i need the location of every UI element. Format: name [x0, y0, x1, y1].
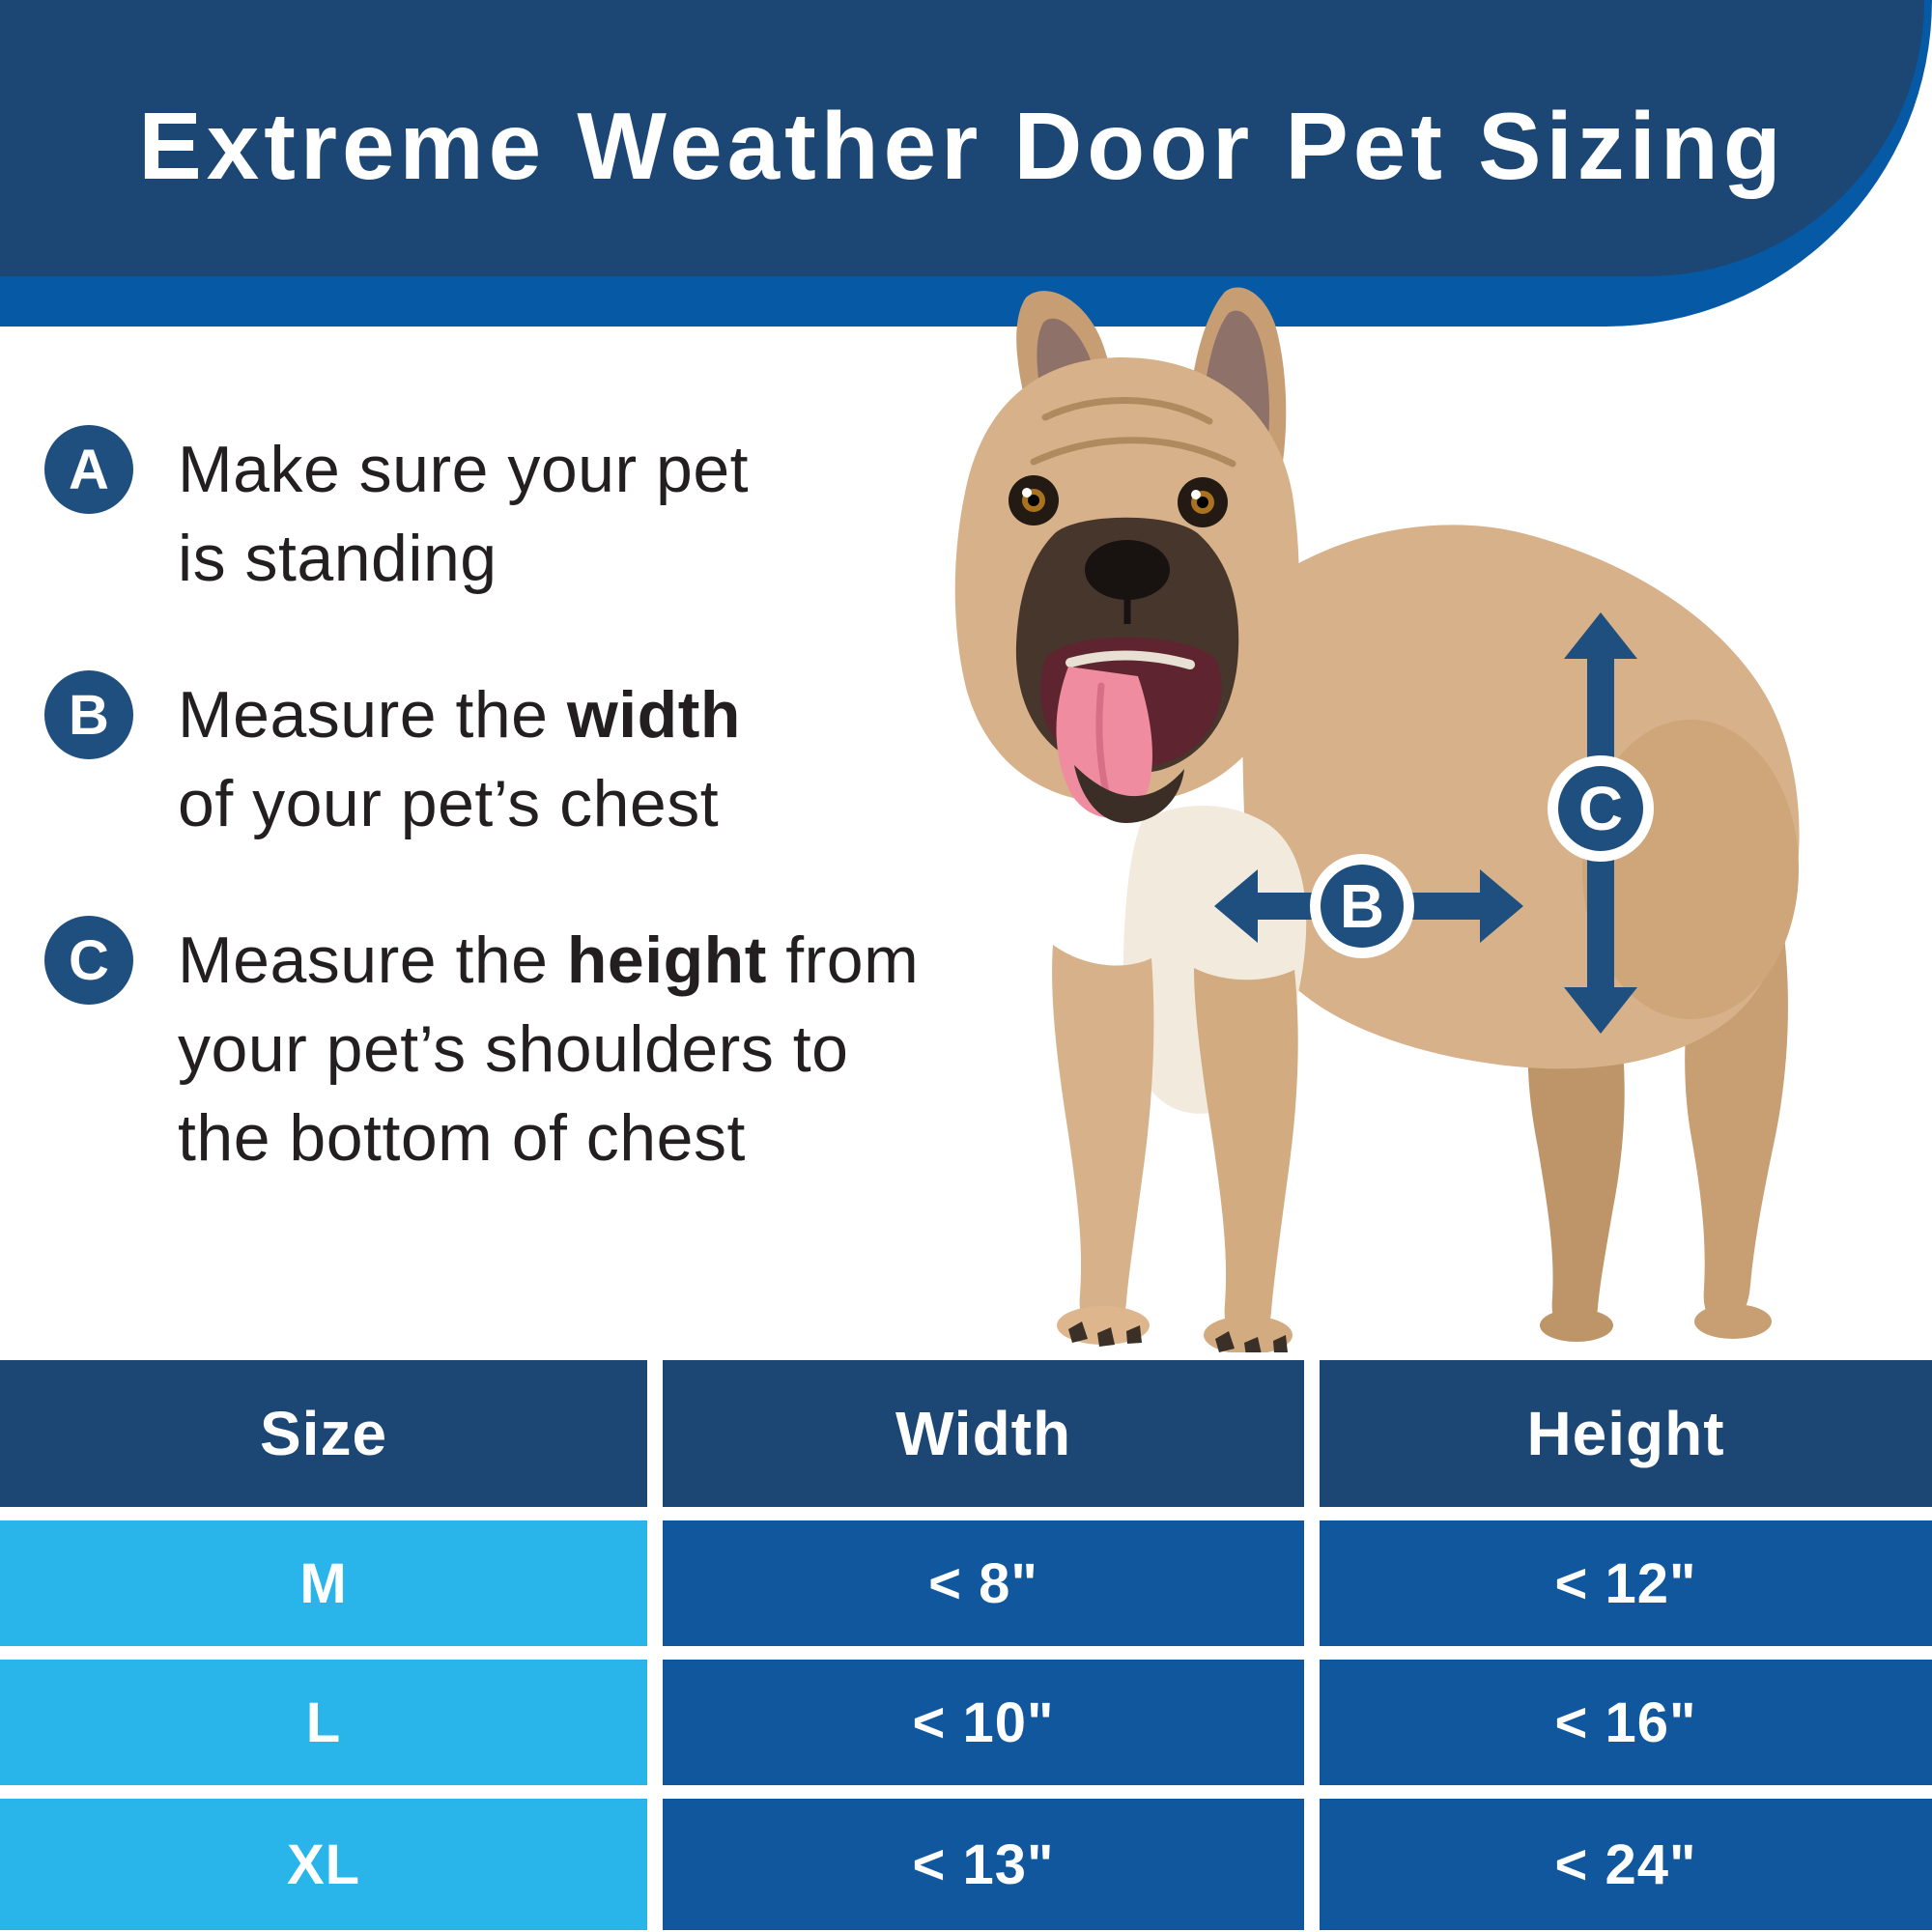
step-a-text: Make sure your pet is standing	[178, 433, 750, 595]
size-cell-l: L	[0, 1660, 647, 1785]
height-badge-letter: C	[1577, 774, 1624, 843]
height-cell-xl: < 24"	[1320, 1799, 1932, 1930]
banner	[0, 0, 1924, 276]
french-bulldog-illustration	[898, 280, 1826, 1352]
size-cell-m: M	[0, 1520, 647, 1646]
width-cell-xl: < 13"	[663, 1799, 1304, 1930]
size-cell-xl: XL	[0, 1799, 647, 1930]
dog-front-right-leg	[1194, 968, 1298, 1341]
step-b-letter: B	[69, 683, 109, 747]
dog-right-eye	[1178, 477, 1228, 527]
step-b-badge	[44, 670, 133, 759]
size-table-header-size: Size	[0, 1360, 647, 1507]
dog-left-eye	[1009, 475, 1059, 526]
height-cell-l: < 16"	[1320, 1660, 1932, 1785]
height-cell-m: < 12"	[1320, 1520, 1932, 1646]
step-c-text: Measure the height from your pet’s shoulders to the bottom of chest	[178, 923, 920, 1175]
size-table	[0, 1360, 1932, 1930]
dog-measurement-diagram	[898, 280, 1826, 1352]
step-a-letter: A	[69, 438, 109, 501]
step-c-letter: C	[69, 928, 109, 992]
page-title: Extreme Weather Door Pet Sizing	[138, 92, 1786, 199]
step-c-badge	[44, 916, 133, 1005]
dog-rear-right-paw	[1694, 1304, 1772, 1339]
size-table-header-width: Width	[663, 1360, 1304, 1507]
step-b-text: Measure the width of your pet’s chest	[178, 678, 741, 840]
width-badge-letter: B	[1339, 871, 1385, 941]
size-table-header-height: Height	[1320, 1360, 1932, 1507]
width-cell-l: < 10"	[663, 1660, 1304, 1785]
dog-rear-left-paw	[1540, 1309, 1613, 1342]
step-a-badge	[44, 425, 133, 514]
width-cell-m: < 8"	[663, 1520, 1304, 1646]
dog-nose	[1085, 540, 1170, 600]
dog-front-left-leg	[1052, 945, 1153, 1331]
